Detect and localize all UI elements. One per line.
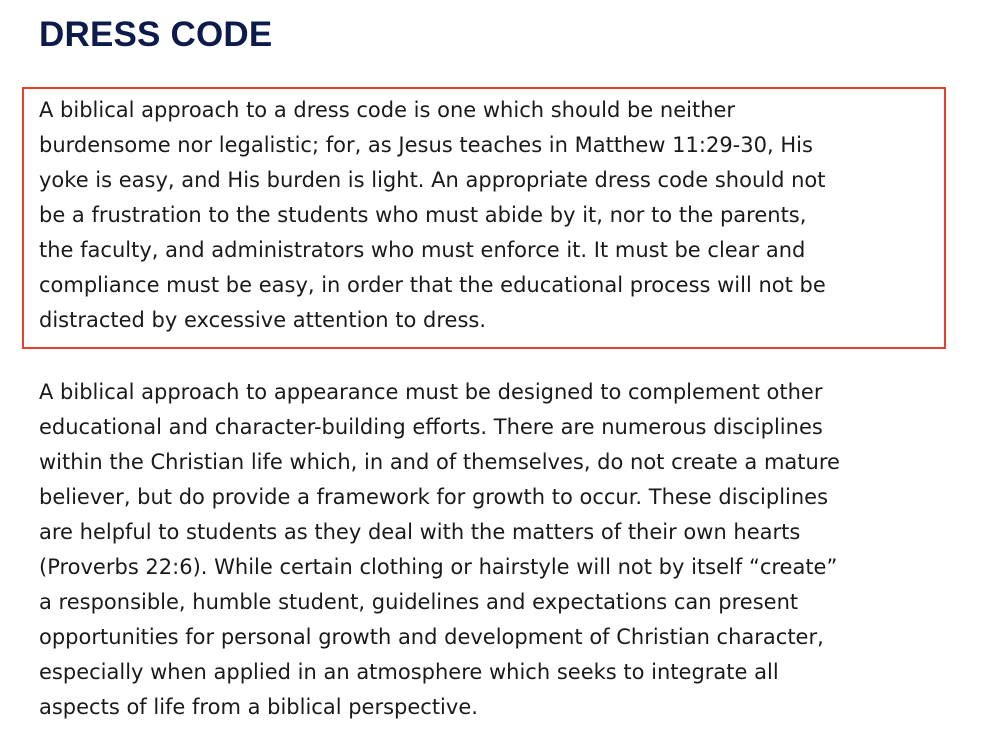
text-line: are helpful to students as they deal with the matters of their own hearts	[39, 520, 801, 544]
text-line: distracted by excessive attention to dress.	[39, 308, 486, 332]
text-line: A biblical approach to a dress code is one which should be neither	[39, 98, 736, 122]
text-line: opportunities for personal growth and development of Christian character,	[39, 625, 824, 649]
text-line: within the Christian life which, in and of themselves, do not create a mature	[39, 450, 840, 474]
text-line: a responsible, humble student, guidelines and expectations can present	[39, 590, 799, 614]
text-line: aspects of life from a biblical perspective.	[39, 695, 478, 719]
text-line: be a frustration to the students who must abide by it, nor to the parents,	[39, 203, 807, 227]
paragraph-appearance-approach	[39, 375, 840, 725]
text-line: burdensome nor legalistic; for, as Jesus teaches in Matthew 11:29-30, His	[39, 133, 813, 157]
text-line: the faculty, and administrators who must enforce it. It must be clear and	[39, 238, 806, 262]
text-line: compliance must be easy, in order that the educational process will not be	[39, 273, 826, 297]
text-line: (Proverbs 22:6). While certain clothing or hairstyle will not by itself “create”	[39, 555, 838, 579]
text-line: especially when applied in an atmosphere which seeks to integrate all	[39, 660, 779, 684]
paragraph-dress-code-approach	[39, 93, 826, 338]
page-title: DRESS CODE	[39, 15, 273, 54]
text-line: educational and character-building efforts. There are numerous disciplines	[39, 415, 823, 439]
text-line: A biblical approach to appearance must be designed to complement other	[39, 380, 823, 404]
text-line: yoke is easy, and His burden is light. An appropriate dress code should not	[39, 168, 826, 192]
text-line: believer, but do provide a framework for growth to occur. These disciplines	[39, 485, 829, 509]
